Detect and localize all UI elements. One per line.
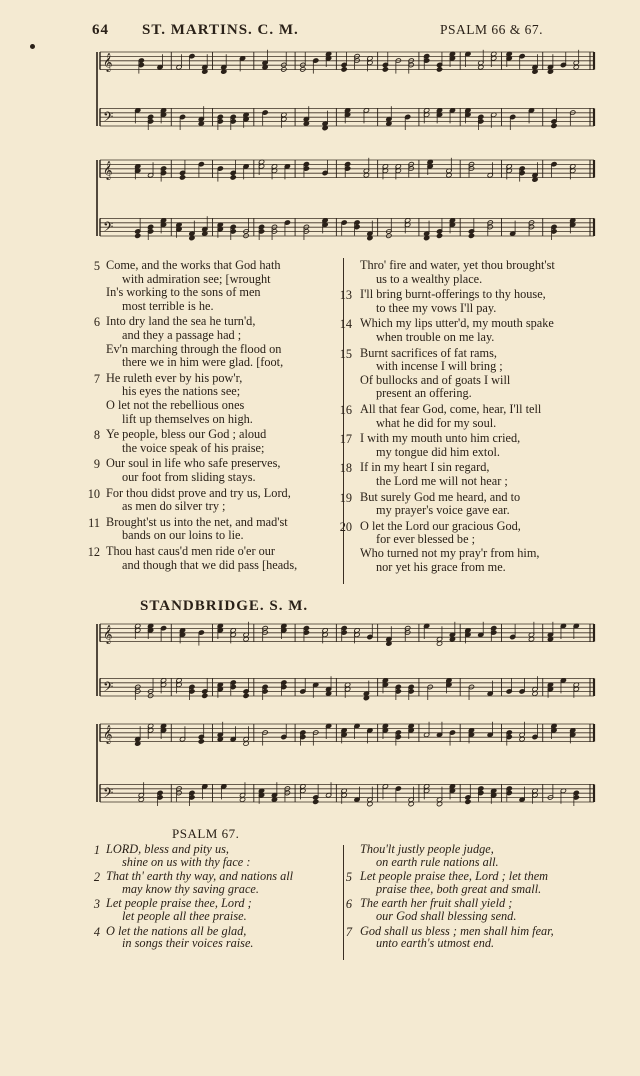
psalm-reference: PSALM 66 & 67. [440,22,544,37]
verse-number: 1 [93,843,100,857]
note-head [465,799,471,804]
verse-line: Burnt sacrifices of fat rams, [360,345,497,360]
verse-line: Into dry land the sea he turn'd, [106,314,256,329]
verse-line: O let the nations all be glad, [106,923,247,938]
verse-line: Thou hast caus'd men ride o'er our [106,544,276,558]
verse-line: God shall us bless ; men shall him fear, [360,923,554,938]
verse-line: there we in him were glad. [foot, [122,355,284,370]
verse-line: Let people praise thee, Lord ; [106,896,252,911]
psalm66-left-column [87,258,342,589]
verse-number: 5 [93,259,100,273]
clef: 𝄞 [103,160,113,180]
verse-line: with incense I will bring ; [376,359,503,374]
verse-number: 17 [339,432,352,447]
verse-line: and they a passage had ; [122,328,242,342]
verse-line: my tongue did him extol. [376,444,500,459]
verse-line: let people all thee praise. [122,909,247,923]
verse-number: 20 [339,519,352,534]
note-head [436,233,442,238]
tune-title-st-martins: ST. MARTINS. C. M. [142,22,299,38]
verse-line: present an offering. [376,386,472,401]
clef: 𝄢 [103,219,114,238]
note-head [551,123,557,128]
note-head [313,799,319,804]
note-head [341,67,347,72]
verse-line: I with my mouth unto him cried, [360,431,521,446]
verse-number: 9 [93,457,100,472]
verse-number: 10 [87,486,100,501]
note-head [436,67,442,72]
verse-line: when trouble on me lay. [376,330,495,344]
verse-line: I'll bring burnt-offerings to thy house, [360,287,546,302]
verse-line: Ev'n marching through the flood on [106,341,282,356]
verse-line: the voice speak of his praise; [122,440,265,455]
verse-number: 13 [339,288,352,303]
score-standbridge-system-2 [96,718,598,810]
note-head [382,67,388,72]
clef: 𝄢 [103,679,114,698]
verse-line: O let not the rebellious ones [106,398,245,412]
verse-number: 18 [339,461,352,476]
clef: 𝄞 [103,724,113,744]
psalm67-left-column [92,843,342,963]
verse-line: nor yet his grace from me. [376,559,506,574]
verse-line: lift up themselves on high. [122,411,253,426]
note-head [230,175,236,180]
verse-line: That th' earth thy way, and nations all [106,869,294,884]
note-head [468,233,474,238]
verse-line: shine on us with thy face : [122,854,251,869]
score-st-martins-system-1 [96,46,598,134]
margin-mark [30,44,35,49]
verse-line: unto earth's utmost end. [376,936,495,951]
verse-line: on earth rule nations all. [376,854,499,869]
note-head [243,693,249,698]
verse-number: 7 [93,371,100,386]
verse-number: 4 [93,924,100,939]
verse-line: But surely God me heard, and to [360,489,521,504]
verse-line: our God shall blessing send. [376,909,517,923]
verse-line: with admiration see; [wrought [122,271,271,286]
verse-line: If in my heart I sin regard, [360,460,490,475]
score-st-martins-system-2 [96,154,598,244]
verse-line: most terrible is he. [122,298,214,313]
verse-number: 2 [93,870,100,885]
verse-number: 12 [87,545,100,559]
note-head [202,693,208,698]
verse-line: may know thy saving grace. [122,881,259,896]
verse-line: to thee my vows I'll pay. [376,300,497,315]
verse-number: 15 [339,346,352,361]
psalm67-heading: PSALM 67. [172,826,240,841]
tune-title-standbridge: STANDBRIDGE. S. M. [140,598,309,614]
verse-line: All that fear God, come, hear, I'll tell [360,402,542,416]
verse-line: The earth her fruit shall yield ; [360,896,513,911]
verse-number: 11 [88,515,100,530]
verse-number: 14 [339,317,352,332]
verse-line: For thou didst prove and try us, Lord, [106,485,291,500]
verse-line: what he did for my soul. [376,415,497,430]
clef: 𝄞 [103,52,113,72]
score-standbridge-system-1 [96,618,598,704]
verse-number: 5 [345,870,352,885]
verse-line: the Lord me will not hear ; [376,474,508,488]
verse-number: 7 [345,924,352,939]
verse-line: as men do silver try ; [122,499,226,514]
clef: 𝄞 [103,624,113,644]
verse-number: 19 [339,490,352,505]
verse-number: 16 [339,403,352,417]
verse-number: 6 [93,315,100,330]
verse-line: LORD, bless and pity us, [106,842,229,856]
psalm67-right-column [340,843,600,963]
verse-line: my prayer's voice gave ear. [376,503,510,518]
verse-line: O let the Lord our gracious God, [360,518,521,533]
verse-line: Who turned not my pray'r from him, [360,546,540,560]
psalm66-right-column [340,259,600,589]
verse-line: in songs their voices raise. [122,936,254,951]
verse-line: He ruleth ever by his pow'r, [106,370,243,385]
verse-line: bands on our loins to lie. [122,528,244,543]
verse-line: Ye people, bless our God ; aloud [106,427,267,442]
verse-line: for ever blessed be ; [376,532,476,547]
note-head [135,233,141,238]
verse-line: Which my lips utter'd, my mouth spake [360,316,554,331]
clef: 𝄢 [103,785,114,804]
verse-line: Brought'st us into the net, and mad'st [106,514,288,529]
verse-number: 8 [93,428,100,443]
verse-line: our foot from sliding stays. [122,470,256,484]
verse-line: Come, and the works that God hath [106,258,281,272]
clef: 𝄢 [103,109,114,128]
verse-line: In's working to the sons of men [106,285,261,300]
verse-line: us to a wealthy place. [376,271,483,286]
verse-line: Our soul in life who safe preserves, [106,456,281,471]
verse-line: his eyes the nations see; [122,384,241,399]
verse-number: 6 [345,897,352,912]
verse-line: praise thee, both great and small. [376,881,542,896]
note-head [179,175,185,180]
page-number: 64 [92,22,109,38]
note-head [198,739,204,744]
verse-line: Thou'lt justly people judge, [360,842,494,856]
verse-line: Of bullocks and of goats I will [360,372,511,387]
verse-line: Let people praise thee, Lord ; let them [360,869,549,884]
verse-number: 3 [93,897,100,912]
verse-line: and though that we did pass [heads, [122,557,298,572]
verse-line: Thro' fire and water, yet thou brought'st [360,258,555,272]
